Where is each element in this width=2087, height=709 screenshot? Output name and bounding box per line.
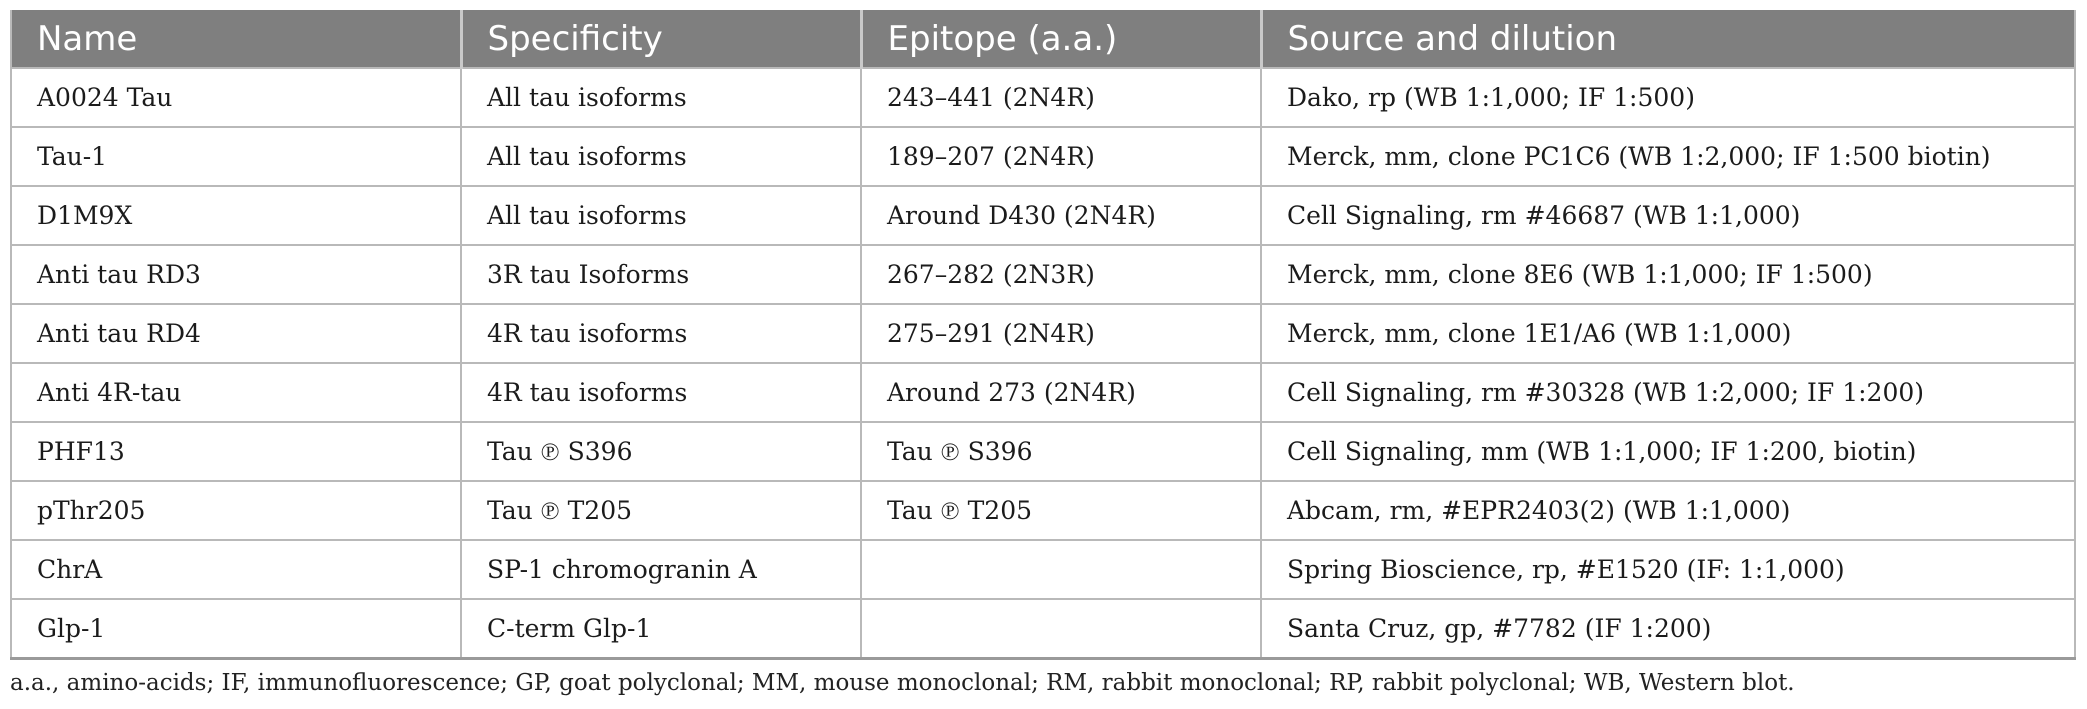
table-row [11,540,2075,599]
cell-source-dilution: Spring Bioscience, rp, #E1520 (IF: 1:1,000) [1261,540,2075,599]
cell-name: pThr205 [11,481,461,540]
cell-name: Anti tau RD4 [11,304,461,363]
cell-source-dilution: Merck, mm, clone PC1C6 (WB 1:2,000; IF 1:500 biotin) [1261,127,2075,186]
cell-name: D1M9X [11,186,461,245]
table-row [11,599,2075,659]
cell-specificity: Tau ℗ S396 [461,422,861,481]
table-body [11,68,2075,659]
cell-specificity: All tau isoforms [461,68,861,127]
header-epitope: Epitope (a.a.) [861,10,1261,68]
table-row [11,68,2075,127]
header-specificity: Specificity [461,10,861,68]
header-name: Name [11,10,461,68]
cell-source-dilution: Abcam, rm, #EPR2403(2) (WB 1:1,000) [1261,481,2075,540]
cell-epitope: 189–207 (2N4R) [861,127,1261,186]
cell-name: Anti tau RD3 [11,245,461,304]
cell-epitope [861,599,1261,659]
cell-source-dilution: Cell Signaling, rm #30328 (WB 1:2,000; IF 1:200) [1261,363,2075,422]
table-row [11,422,2075,481]
table-row [11,127,2075,186]
cell-name: Glp-1 [11,599,461,659]
cell-specificity: 4R tau isoforms [461,304,861,363]
cell-epitope: Around D430 (2N4R) [861,186,1261,245]
antibody-table-container [10,10,2074,660]
cell-epitope: 243–441 (2N4R) [861,68,1261,127]
table-row [11,481,2075,540]
cell-name: ChrA [11,540,461,599]
header-source-dilution: Source and dilution [1261,10,2075,68]
cell-specificity: 3R tau Isoforms [461,245,861,304]
cell-epitope [861,540,1261,599]
cell-name: A0024 Tau [11,68,461,127]
table-footnote: a.a., amino-acids; IF, immunofluorescence; GP, goat polyclonal; MM, mouse monoclonal; RM, rabbit monoclonal; RP, rabbit polyclonal; WB, Western blot. [10,670,1795,696]
cell-name: PHF13 [11,422,461,481]
cell-specificity: C-term Glp-1 [461,599,861,659]
cell-epitope: Around 273 (2N4R) [861,363,1261,422]
cell-epitope: Tau ℗ T205 [861,481,1261,540]
table-row [11,363,2075,422]
cell-source-dilution: Merck, mm, clone 1E1/A6 (WB 1:1,000) [1261,304,2075,363]
cell-epitope: 267–282 (2N3R) [861,245,1261,304]
cell-epitope: Tau ℗ S396 [861,422,1261,481]
cell-epitope: 275–291 (2N4R) [861,304,1261,363]
cell-name: Tau-1 [11,127,461,186]
table-row [11,304,2075,363]
cell-name: Anti 4R-tau [11,363,461,422]
table-row [11,245,2075,304]
cell-specificity: All tau isoforms [461,186,861,245]
cell-specificity: SP-1 chromogranin A [461,540,861,599]
cell-source-dilution: Dako, rp (WB 1:1,000; IF 1:500) [1261,68,2075,127]
antibody-table [10,10,2076,660]
table-header [11,10,2075,68]
cell-source-dilution: Merck, mm, clone 8E6 (WB 1:1,000; IF 1:500) [1261,245,2075,304]
cell-source-dilution: Cell Signaling, rm #46687 (WB 1:1,000) [1261,186,2075,245]
table-row [11,186,2075,245]
cell-specificity: Tau ℗ T205 [461,481,861,540]
cell-specificity: 4R tau isoforms [461,363,861,422]
header-row [11,10,2075,68]
cell-source-dilution: Cell Signaling, mm (WB 1:1,000; IF 1:200, biotin) [1261,422,2075,481]
cell-source-dilution: Santa Cruz, gp, #7782 (IF 1:200) [1261,599,2075,659]
cell-specificity: All tau isoforms [461,127,861,186]
